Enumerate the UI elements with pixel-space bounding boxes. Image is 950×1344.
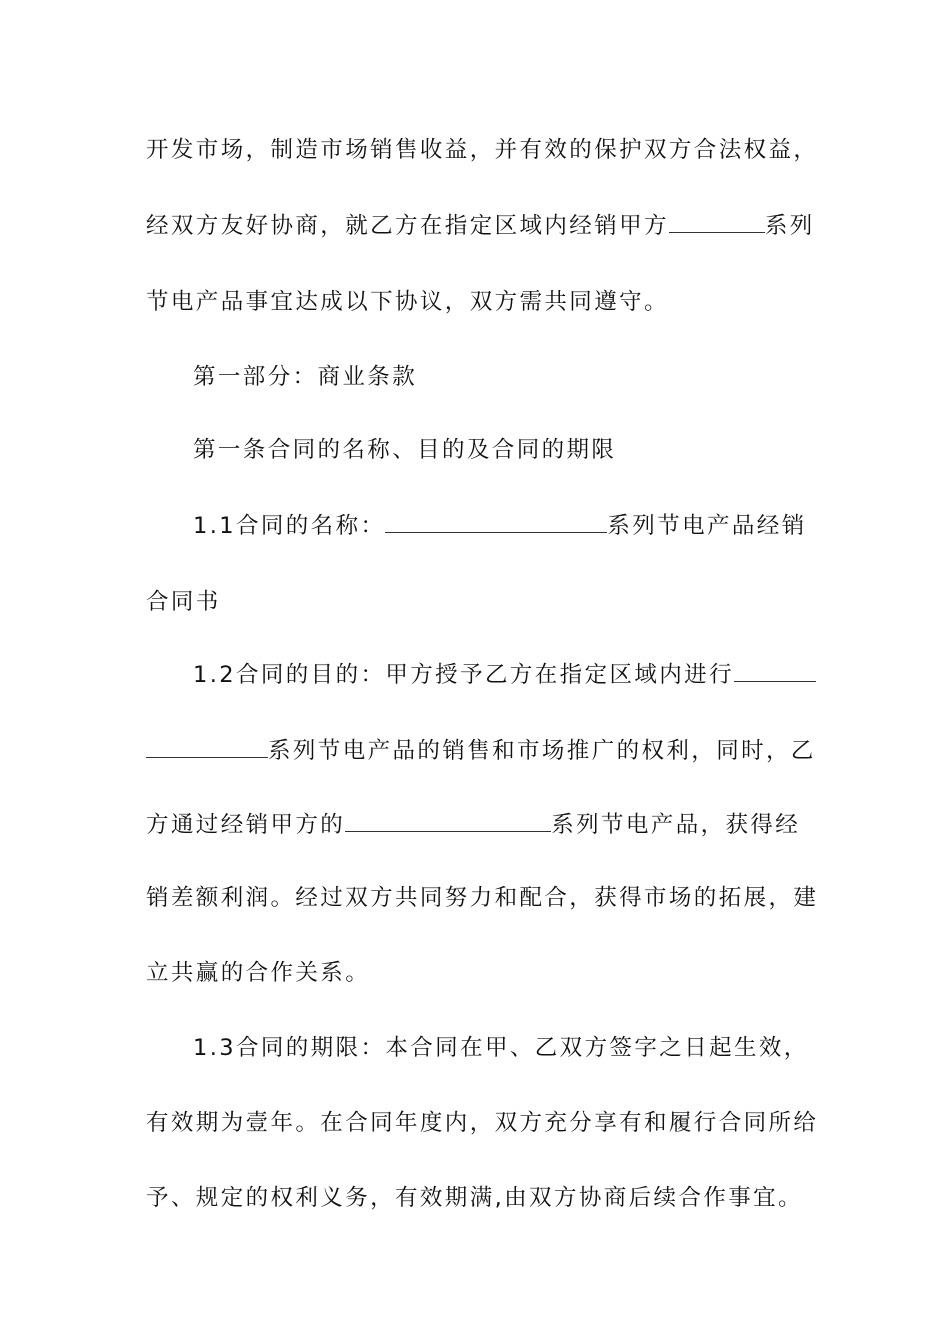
clause-1-3-line-3	[146, 1183, 803, 1213]
line-text: 经双方友好协商，就乙方在指定区域内经销甲方	[146, 213, 669, 239]
line-text: 1.2合同的目的：甲方授予乙方在指定区域内进行	[193, 662, 734, 688]
line-text: 立共赢的合作关系。	[146, 960, 371, 986]
fill-in-blank	[385, 512, 607, 533]
clause-1-2-line-3	[146, 810, 800, 840]
clause-1-2-line-4	[146, 883, 818, 913]
clause-1-3	[193, 1033, 809, 1063]
clause-1-1-cont	[146, 587, 221, 617]
fill-in-blank	[734, 661, 816, 682]
line-text: 1.3合同的期限：本合同在甲、乙双方签字之日起生效，	[193, 1035, 809, 1061]
line-text: 系列	[764, 213, 815, 239]
line-text: 开发市场，制造市场销售收益，并有效的保护双方合法权益，	[146, 137, 819, 163]
line-text: 有效期为壹年。在合同年度内，双方充分享有和履行合同所给	[146, 1110, 819, 1136]
clause-1-2-line-5	[146, 958, 370, 988]
line-text: 系列节电产品，获得经	[551, 812, 801, 838]
section-heading	[193, 362, 417, 392]
line-text: 1.1合同的名称：	[193, 513, 386, 539]
line-text: 方通过经销甲方的	[146, 812, 346, 838]
line-text: 系列节电产品经销	[607, 513, 807, 539]
fill-in-blank	[669, 212, 765, 233]
line-text: 节电产品事宜达成以下协议，双方需共同遵守。	[146, 289, 669, 315]
line-text: 予、规定的权利义务，有效期满,由双方协商后续合作事宜。	[146, 1185, 803, 1211]
paragraph-line-1	[146, 135, 818, 165]
clause-1-2	[193, 660, 816, 690]
line-text: 系列节电产品的销售和市场推广的权利，同时，乙	[268, 738, 816, 764]
line-text: 合同书	[146, 589, 221, 615]
line-text: 第一部分：商业条款	[193, 364, 418, 390]
paragraph-line-2	[146, 211, 815, 241]
clause-1-2-line-2	[146, 736, 816, 766]
clause-1-1	[193, 511, 807, 541]
fill-in-blank	[146, 737, 268, 758]
line-text: 第一条合同的名称、目的及合同的期限	[193, 437, 617, 463]
article-heading	[193, 435, 616, 465]
fill-in-blank	[345, 811, 551, 832]
clause-1-3-line-2	[146, 1108, 818, 1138]
line-text: 销差额利润。经过双方共同努力和配合，获得市场的拓展，建	[146, 885, 819, 911]
paragraph-line-3	[146, 287, 669, 317]
